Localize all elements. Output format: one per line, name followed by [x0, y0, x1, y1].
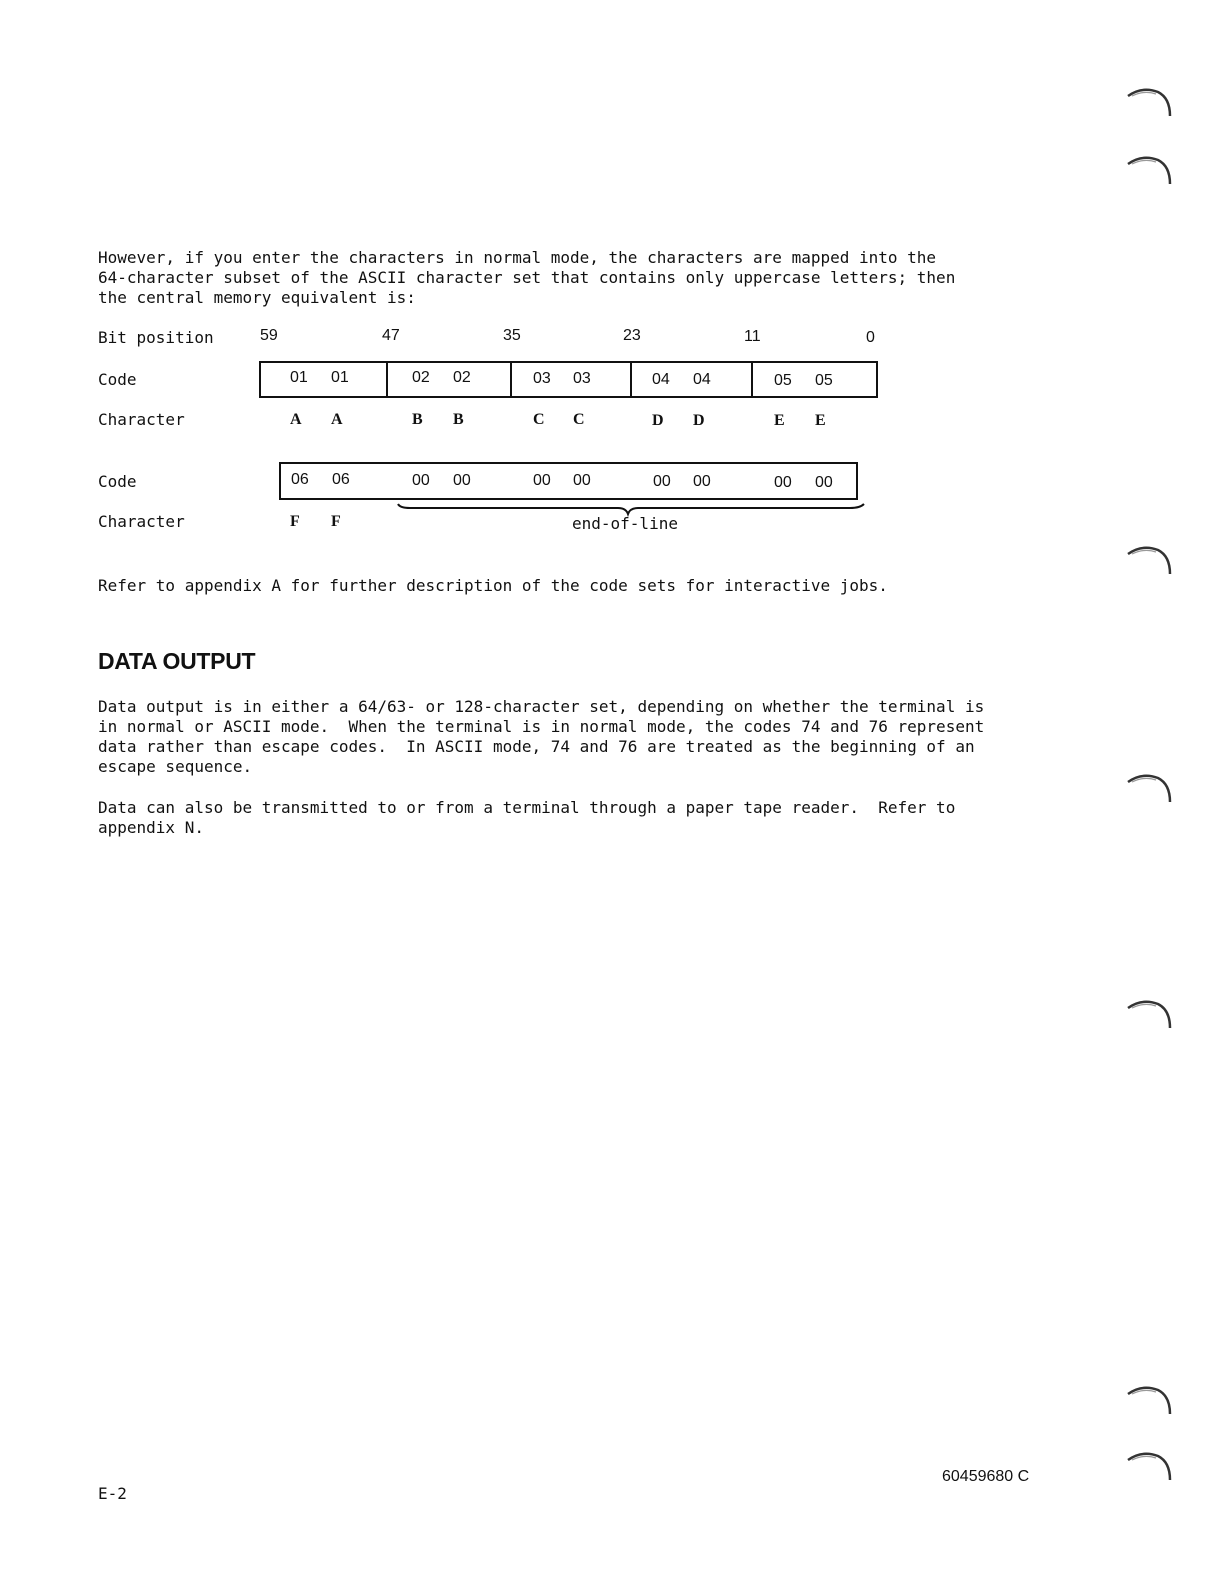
- bit-number: 35: [503, 327, 521, 344]
- code-value: 04: [652, 371, 670, 388]
- binder-hole-icon: [1124, 1382, 1176, 1426]
- character-value: E: [774, 412, 785, 429]
- character-value: A: [290, 411, 302, 428]
- character-value: A: [331, 411, 343, 428]
- character-value: F: [290, 513, 300, 530]
- output-paragraph: Data output is in either a 64/63- or 128-character set, depending on whether the terminal is in normal or ASCII mode. When the terminal is in normal mode, the codes 74 and 76 represent data rather than escape codes. In ASCII mode, 74 and 76 are treated as the beginning of an escape sequence.: [98, 697, 985, 776]
- code-value: 05: [815, 372, 833, 389]
- code-value: 00: [815, 474, 833, 491]
- bit-number: 59: [260, 327, 278, 344]
- code-value: 02: [412, 369, 430, 386]
- code-value: 05: [774, 372, 792, 389]
- character-label-1: Character: [98, 410, 185, 429]
- page-number: E-2: [98, 1484, 127, 1503]
- byte-divider: [751, 362, 753, 397]
- character-value: D: [693, 412, 705, 429]
- code-value: 06: [291, 471, 309, 488]
- code-label-2: Code: [98, 472, 137, 491]
- byte-divider: [386, 362, 388, 397]
- bit-position-label: Bit position: [98, 328, 214, 347]
- intro-paragraph: However, if you enter the characters in normal mode, the characters are mapped into the 64-character subset of the ASCII character set that contains only uppercase letters; then the central memory equivalent is:: [98, 248, 956, 307]
- character-value: D: [652, 412, 664, 429]
- code-value: 00: [774, 474, 792, 491]
- byte-divider: [630, 362, 632, 397]
- word2-box: [279, 462, 858, 500]
- code-value: 00: [693, 473, 711, 490]
- code-value: 00: [573, 472, 591, 489]
- bit-number: 47: [382, 327, 400, 344]
- binder-hole-icon: [1124, 84, 1176, 128]
- character-value: F: [331, 513, 341, 530]
- end-of-line-label: end-of-line: [572, 514, 678, 533]
- code-value: 00: [533, 472, 551, 489]
- bit-number: 11: [744, 328, 761, 345]
- character-value: B: [412, 411, 423, 428]
- character-value: B: [453, 411, 464, 428]
- byte-divider: [510, 362, 512, 397]
- binder-hole-icon: [1124, 1448, 1176, 1492]
- code-value: 03: [573, 370, 591, 387]
- code-value: 00: [412, 472, 430, 489]
- bit-number: 23: [623, 327, 641, 344]
- code-value: 01: [331, 369, 349, 386]
- character-value: E: [815, 412, 826, 429]
- code-value: 03: [533, 370, 551, 387]
- code-value: 04: [693, 371, 711, 388]
- section-heading: DATA OUTPUT: [98, 648, 256, 674]
- refer-paragraph: Refer to appendix A for further description of the code sets for interactive jobs.: [98, 576, 888, 595]
- bit-number: 0: [866, 329, 875, 346]
- code-value: 06: [332, 471, 350, 488]
- binder-hole-icon: [1124, 996, 1176, 1040]
- code-value: 00: [453, 472, 471, 489]
- code-label-1: Code: [98, 370, 137, 389]
- binder-hole-icon: [1124, 152, 1176, 196]
- character-value: C: [533, 411, 545, 428]
- code-value: 01: [290, 369, 308, 386]
- character-value: C: [573, 411, 585, 428]
- binder-hole-icon: [1124, 770, 1176, 814]
- binder-hole-icon: [1124, 542, 1176, 586]
- paper-tape-paragraph: Data can also be transmitted to or from a terminal through a paper tape reader. Refer to appendix N.: [98, 798, 956, 837]
- document-number: 60459680 C: [942, 1468, 1030, 1485]
- code-value: 02: [453, 369, 471, 386]
- code-value: 00: [653, 473, 671, 490]
- character-label-2: Character: [98, 512, 185, 531]
